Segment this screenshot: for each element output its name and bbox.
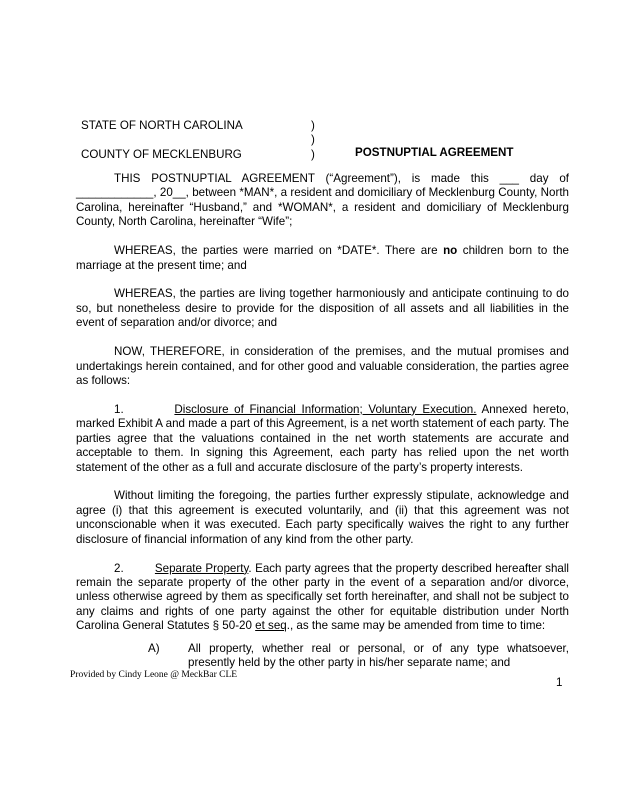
without-limiting-paragraph: Without limiting the foregoing, the parties further expressly stipulate, acknowledge and agree (i) that this agreement is executed voluntarily, and (ii) that this agreement was not unconscionable when it was executed. Each party specifically waives the right to any further disclosure of financial information of any kind from the other party. — [76, 489, 569, 546]
footer-credit: Provided by Cindy Leone @ MeckBar CLE — [70, 670, 238, 680]
case-caption — [81, 119, 561, 162]
caption-paren: ) — [311, 133, 315, 147]
section-2-text: . Each party agrees that the property described hereafter shall remain the separate property of the other party in the event of a separation and/or divorce, unless otherwise agreed by them as specifically set forth hereinafter, and shall not be subject to any claims and rights of one party against the other for equitable distribution under North Carolina General Statutes § 50-20 — [76, 561, 569, 633]
whereas-married-text: WHEREAS, the parties were married on *DATE*. There are — [114, 244, 444, 258]
whereas-living-paragraph: WHEREAS, the parties are living together harmoniously and anticipate continuing to do so, but nonetheless desire to provide for the disposition of all assets and all liabilities in the event of separation and/or divorce; and — [76, 287, 569, 330]
section-2-number: 2. — [114, 561, 124, 575]
subsection-a-marker: A) — [148, 641, 160, 655]
intro-paragraph: THIS POSTNUPTIAL AGREEMENT (“Agreement”), is made this ___ day of ____________, 20__, between *MAN*, a resident and domiciliary of Mecklenburg County, North Carolina, hereinafter “Husband,” and *WOMAN*, a resident and domiciliary of Mecklenburg County, North Carolina, hereinafter “Wife”; — [76, 172, 569, 229]
document-title: POSTNUPTIAL AGREEMENT — [355, 146, 514, 160]
section-1-heading: Disclosure of Financial Information; Voluntary Execution. — [174, 402, 477, 416]
section-2-paragraph — [76, 562, 569, 634]
caption-paren: ) — [311, 119, 315, 132]
section-1-number: 1. — [114, 402, 124, 416]
county-label: COUNTY OF MECKLENBURG — [81, 147, 242, 161]
section-1-text: Annexed hereto, marked Exhibit A and made a part of this Agreement, is a net worth statement of each party. The parties agree that the valuations contained in the net worth statements are accurate and acceptable to them. In signing this Agreement, each party has relied upon the net worth statement of the other as a full and accurate disclosure of the party’s property interests. — [76, 402, 569, 474]
section-2-heading: Separate Property — [154, 561, 249, 575]
section-2-et-seq: et seq — [255, 619, 287, 633]
whereas-married-paragraph — [76, 244, 569, 273]
state-label: STATE OF NORTH CAROLINA — [81, 119, 243, 132]
section-1-paragraph — [76, 403, 569, 475]
page-number: 1 — [556, 676, 563, 689]
now-therefore-paragraph: NOW, THEREFORE, in consideration of the premises, and the mutual promises and undertakings herein contained, and for other good and valuable consideration, the parties agree as follows: — [76, 345, 569, 387]
section-2-text-end: ., as the same may be amended from time to time: — [286, 619, 546, 633]
caption-paren: ) — [311, 147, 315, 161]
whereas-married-bold: no — [443, 244, 458, 258]
subsection-a — [76, 642, 569, 671]
document-body — [76, 172, 569, 670]
subsection-a-text: All property, whether real or personal, or of any type whatsoever, presently held by the other party in his/her separate name; and — [188, 641, 569, 669]
whereas-married-text-end: children born to the marriage at the present time; and — [76, 244, 569, 272]
